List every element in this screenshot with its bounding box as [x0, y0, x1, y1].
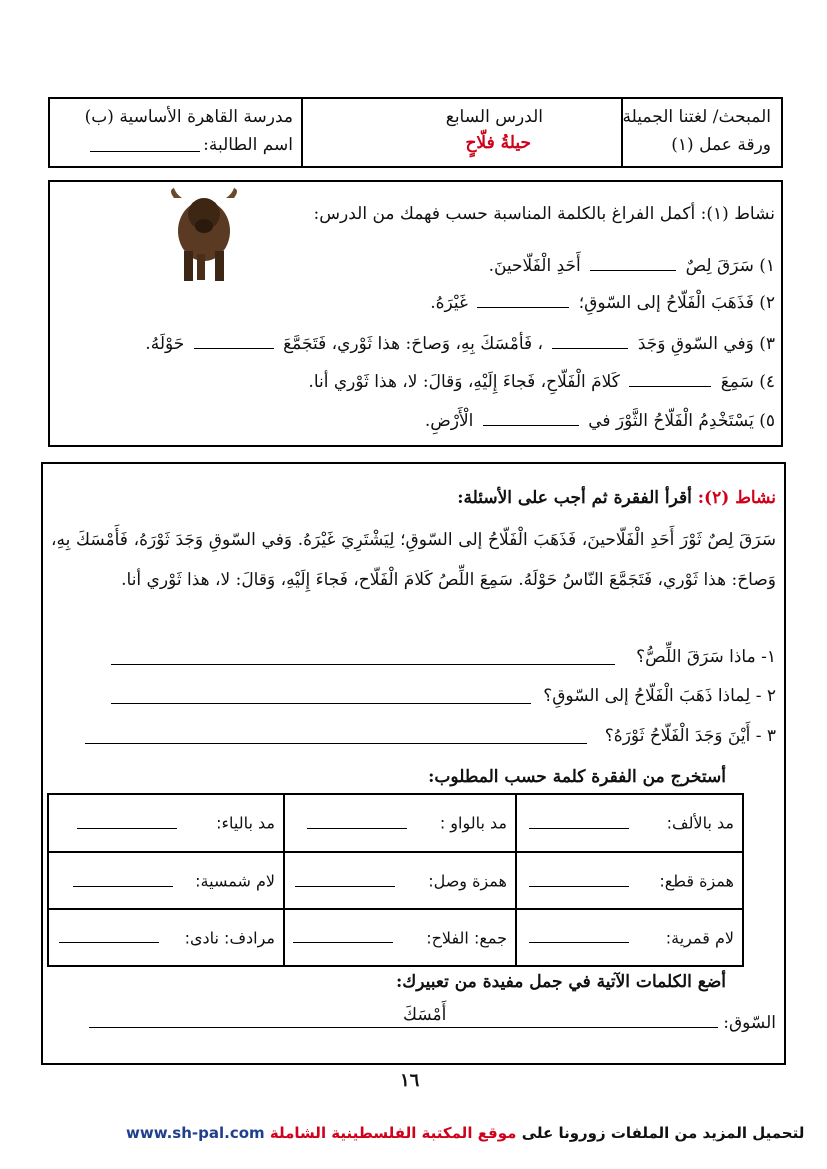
activity1-item-5	[425, 411, 775, 431]
item-1-text-end: أَحَدِ الْفَلّاحينَ.	[488, 256, 581, 276]
worksheet-label: ورقة عمل (١)	[671, 135, 771, 155]
item-4-blank[interactable]	[629, 386, 711, 387]
item-3-blank-1[interactable]	[552, 348, 628, 349]
grid-line-hamza-qat[interactable]	[529, 886, 629, 887]
page-number: ١٦	[400, 1070, 420, 1091]
item-4-text: ٤) سَمِعَ	[720, 372, 775, 392]
activity1-item-1	[489, 256, 775, 276]
activity1-item-4	[308, 372, 775, 392]
grid-cell-synonym	[47, 910, 283, 965]
footer-url[interactable]: www.sh-pal.com	[126, 1124, 265, 1142]
extraction-grid	[47, 793, 744, 967]
footer-text-red: موقع المكتبة الفلسطينية الشاملة	[269, 1124, 517, 1142]
grid-label-lam-shamsiya: لام شمسية:	[195, 871, 275, 890]
header-lesson-cell	[301, 99, 623, 166]
activity2-title	[457, 488, 776, 508]
header-school-cell	[50, 99, 303, 166]
grid-label-plural: جمع: الفلاح:	[426, 928, 507, 947]
item-3-text-end: حَوْلَهُ.	[145, 334, 185, 354]
footer-text	[270, 1124, 804, 1142]
student-name-label: اسم الطالبة:	[203, 135, 293, 155]
subject-label: المبحث/ لغتنا الجميلة	[622, 107, 771, 127]
grid-line-synonym[interactable]	[59, 942, 159, 943]
word-amsak-label: أَمْسَكَ	[403, 1005, 447, 1025]
grid-cell-lam-shamsiya	[47, 853, 283, 910]
activity2-title-text: أقرأ الفقرة ثم أجب على الأسئلة:	[457, 488, 692, 508]
activity1-title: نشاط (١): أكمل الفراغ بالكلمة المناسبة حسب فهمك من الدرس:	[313, 204, 775, 224]
item-3-blank-2[interactable]	[194, 348, 274, 349]
grid-label-lam-qamariya: لام قمرية:	[665, 928, 734, 947]
student-name-line[interactable]	[90, 151, 200, 152]
question-2: ٢ - لِماذا ذَهَبَ الْفَلّاحُ إلى السّوقِ؟	[543, 686, 776, 706]
item-5-text: ٥) يَسْتَخْدِمُ الْفَلّاحُ الثَّوْرَ في	[588, 411, 775, 431]
grid-cell-hamza-qat	[515, 853, 742, 910]
grid-line-waw[interactable]	[307, 828, 407, 829]
activity1-item-3	[145, 334, 775, 354]
grid-cell-yaa	[47, 795, 283, 853]
activity1-item-2	[430, 293, 775, 313]
item-3-text-mid: ، فَأمْسَكَ بِهِ، وَصاحَ: هذا ثَوْري، فَتَجَمَّعَ	[283, 334, 544, 354]
grid-line-lam-qamariya[interactable]	[529, 942, 629, 943]
item-3-text: ٣) وَفي السّوقِ وَجَدَ	[637, 334, 775, 354]
activity2-title-label: نشاط (٢):	[697, 488, 776, 508]
footer	[126, 1124, 804, 1142]
item-5-text-end: الْأَرْضِ.	[424, 411, 474, 431]
item-2-text: ٢) فَذَهَبَ الْفَلّاحُ إلى السّوقِ؛	[578, 293, 775, 313]
item-2-blank[interactable]	[477, 307, 569, 308]
word-amsak-line[interactable]	[89, 1027, 389, 1028]
question-1-answer-line[interactable]	[111, 664, 615, 665]
item-2-text-end: غَيْرَهُ.	[430, 293, 468, 313]
item-1-text: ١) سَرَقَ لِصٌ	[685, 256, 775, 276]
question-3-answer-line[interactable]	[85, 743, 587, 744]
lesson-title: حيلةُ فلّاحٍ	[465, 133, 531, 153]
question-1: ١- ماذا سَرَقَ اللِّصُّ؟	[636, 647, 776, 667]
grid-label-hamza-wasl: همزة وصل:	[428, 871, 507, 890]
grid-label-waw: مد بالواو :	[439, 813, 507, 833]
lesson-label: الدرس السابع	[445, 107, 543, 127]
question-2-answer-line[interactable]	[111, 703, 531, 704]
grid-cell-hamza-wasl	[283, 853, 515, 910]
grid-cell-alef	[515, 795, 742, 853]
grid-cell-plural	[283, 910, 515, 965]
grid-line-lam-shamsiya[interactable]	[73, 886, 173, 887]
grid-label-alef: مد بالألف:	[666, 813, 734, 833]
footer-text-black: لتحميل المزيد من الملفات زورونا على	[521, 1124, 805, 1142]
grid-line-alef[interactable]	[529, 828, 629, 829]
grid-label-hamza-qat: همزة قطع:	[659, 871, 734, 890]
sentences-title: أضع الكلمات الآتية في جمل مفيدة من تعبيرك:	[395, 972, 726, 992]
word-souq-label: السّوق:	[723, 1013, 776, 1033]
grid-line-hamza-wasl[interactable]	[295, 886, 395, 887]
grid-line-yaa[interactable]	[77, 828, 177, 829]
item-5-blank[interactable]	[483, 425, 579, 426]
extract-title: أستخرج من الفقرة كلمة حسب المطلوب:	[428, 767, 726, 787]
header-subject-cell	[621, 99, 781, 166]
grid-line-plural[interactable]	[293, 942, 393, 943]
grid-cell-lam-qamariya	[515, 910, 742, 965]
header-table	[48, 97, 783, 168]
grid-cell-waw	[283, 795, 515, 853]
activity1-box	[48, 180, 783, 447]
question-3: ٣ - أَيْنَ وَجَدَ الْفَلّاحُ ثَوْرَهُ؟	[604, 726, 776, 746]
bull-image	[164, 186, 244, 286]
word-souq-line[interactable]	[373, 1027, 718, 1028]
item-1-blank[interactable]	[590, 270, 676, 271]
item-4-text-end: كَلامَ الْفَلّاحِ، فَجاءَ إِلَيْهِ، وَقالَ: لا، هذا ثَوْري أنا.	[308, 372, 620, 392]
grid-label-yaa: مد بالياء:	[216, 813, 275, 833]
activity2-box	[41, 462, 786, 1065]
activity2-paragraph: سَرَقَ لِصٌ ثَوْرَ أَحَدِ الْفَلّاحينَ، فَذَهَبَ الْفَلّاحُ إلى السّوقِ؛ لِيَشْتَرِيَ غَيْرَهُ. وَفي السّوقِ وَجَدَ ثَوْرَهُ، فَأَمْسَكَ بِهِ، وَصاحَ: هذا ثَوْري، فَتَجَمَّعَ النّاسُ حَوْلَهُ. سَمِعَ اللِّصُ كَلامَ الْفَلّاح، فَجاءَ إِلَيْهِ، وَقالَ: لا، هذا ثَوْري أنا.	[51, 530, 776, 590]
grid-label-synonym: مرادف: نادى:	[184, 928, 275, 947]
school-name: مدرسة القاهرة الأساسية (ب)	[84, 107, 293, 127]
